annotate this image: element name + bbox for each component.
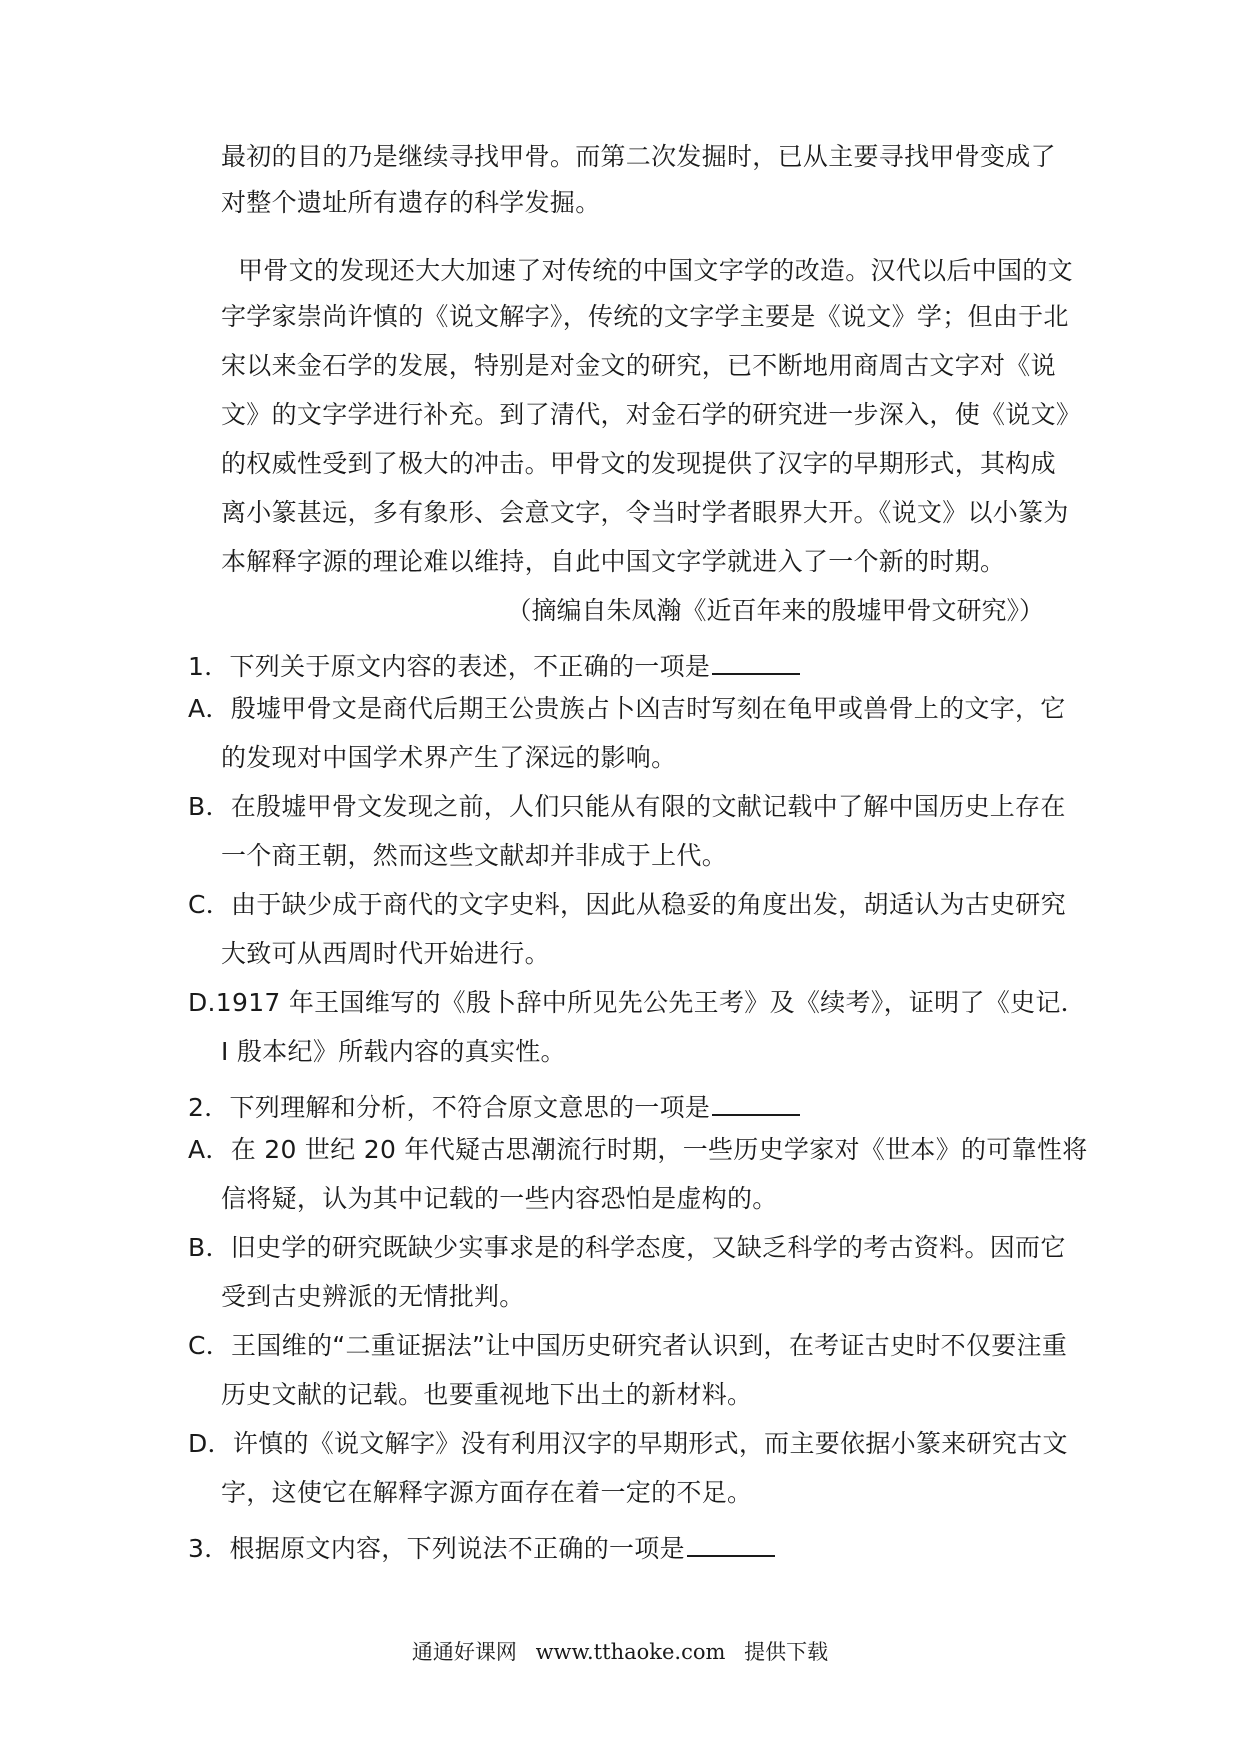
footer-url-link[interactable]: www.tthaoke.com (535, 1640, 726, 1664)
passage-line: 的权威性受到了极大的冲击。甲骨文的发现提供了汉字的早期形式，其构成 (221, 449, 1056, 478)
passage-line: 本解释字源的理论难以维持，自此中国文字学就进入了一个新的时期。 (221, 547, 1006, 576)
question-stem-text: 3．根据原文内容，下列说法不正确的一项是 (188, 1534, 685, 1563)
option-line: D.1917 年王国维写的《殷卜辞中所见先公先王考》及《续考》，证明了《史记． (188, 988, 1086, 1017)
option-line: 信将疑，认为其中记载的一些内容恐怕是虚构的。 (221, 1184, 778, 1213)
option-line: 大致可从西周时代开始进行。 (221, 939, 550, 968)
footer-note: 提供下载 (744, 1640, 829, 1664)
option-line: I 殷本纪》所载内容的真实性。 (221, 1037, 566, 1066)
passage-line: 甲骨文的发现还大大加速了对传统的中国文字学的改造。汉代以后中国的文 (238, 256, 1073, 285)
answer-blank (712, 643, 800, 675)
passage-line: 最初的目的乃是继续寻找甲骨。而第二次发掘时，已从主要寻找甲骨变成了 (221, 142, 1056, 171)
option-line: 字，这使它在解释字源方面存在着一定的不足。 (221, 1478, 753, 1507)
option-line: D．许慎的《说文解字》没有利用汉字的早期形式，而主要依据小篆来研究古文 (188, 1429, 1068, 1458)
option-line: C．由于缺少成于商代的文字史料，因此从稳妥的角度出发，胡适认为古史研究 (188, 890, 1066, 919)
question-stem-text: 2．下列理解和分析，不符合原文意思的一项是 (188, 1093, 711, 1122)
passage-line: 字学家崇尚许慎的《说文解字》，传统的文字学主要是《说文》学；但由于北 (221, 302, 1069, 331)
question-stem (188, 1084, 800, 1125)
option-line: 的发现对中国学术界产生了深远的影响。 (221, 743, 677, 772)
footer-site-name: 通通好课网 (411, 1640, 517, 1664)
option-line: C．王国维的“二重证据法”让中国历史研究者认识到，在考证古史时不仅要注重 (188, 1331, 1068, 1360)
passage-line: 宋以来金石学的发展，特别是对金文的研究，已不断地用商周古文字对《说 (221, 351, 1056, 380)
option-line: 一个商王朝，然而这些文献却并非成于上代。 (221, 841, 728, 870)
option-line: A．殷墟甲骨文是商代后期王公贵族占卜凶吉时写刻在龟甲或兽骨上的文字，它 (188, 694, 1066, 723)
option-line: B．旧史学的研究既缺少实事求是的科学态度，又缺乏科学的考古资料。因而它 (188, 1233, 1066, 1262)
question-stem-text: 1．下列关于原文内容的表述，不正确的一项是 (188, 652, 711, 681)
passage-source: （摘编自朱凤瀚《近百年来的殷墟甲骨文研究》） (506, 596, 1044, 625)
answer-blank (687, 1525, 775, 1557)
answer-blank (712, 1084, 800, 1116)
option-line: 历史文献的记载。也要重视地下出土的新材料。 (221, 1380, 753, 1409)
question-stem (188, 1525, 775, 1566)
passage-line: 对整个遗址所有遗存的科学发掘。 (221, 188, 601, 217)
option-line: A．在 20 世纪 20 年代疑古思潮流行时期，一些历史学家对《世本》的可靠性将 (188, 1135, 1088, 1164)
option-line: 受到古史辨派的无情批判。 (221, 1282, 525, 1311)
option-line: B．在殷墟甲骨文发现之前，人们只能从有限的文献记载中了解中国历史上存在 (188, 792, 1066, 821)
question-stem (188, 643, 800, 684)
page-footer (0, 1638, 1240, 1666)
passage-line: 离小篆甚远，多有象形、会意文字，令当时学者眼界大开。《说文》以小篆为 (221, 498, 1069, 527)
passage-line: 文》的文字学进行补充。到了清代，对金石学的研究进一步深入，使《说文》 (221, 400, 1082, 429)
